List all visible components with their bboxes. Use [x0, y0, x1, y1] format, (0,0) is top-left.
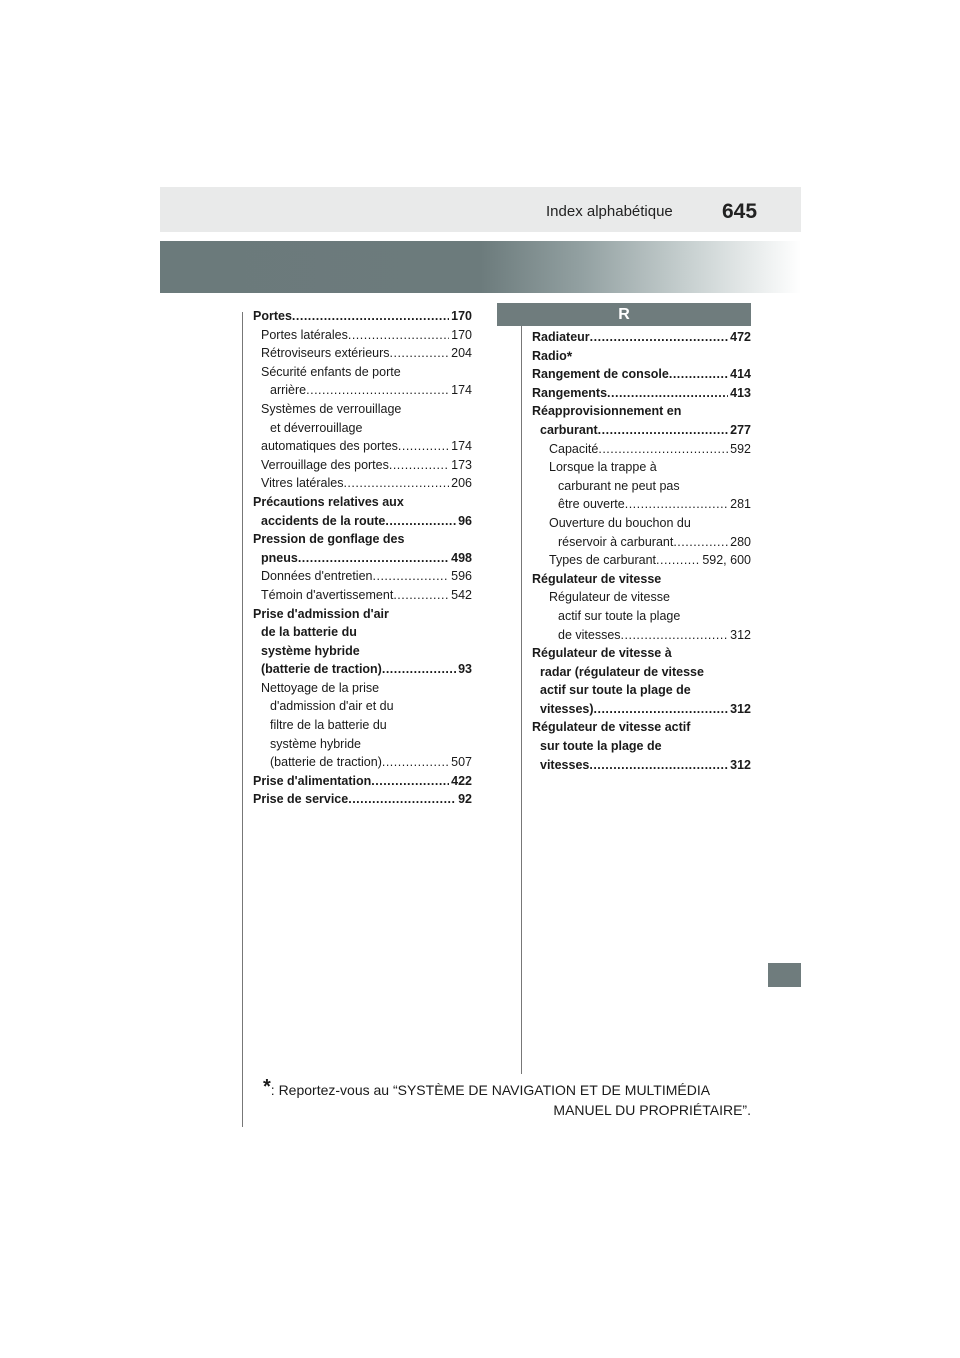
- entry-term: Témoin d'avertissement: [261, 587, 394, 602]
- dot-leader: [625, 495, 728, 514]
- entry-term: système hybride: [261, 643, 360, 658]
- entry-term: Prise d'alimentation: [253, 773, 372, 788]
- dot-leader: [621, 626, 729, 645]
- index-entry: [532, 570, 751, 589]
- entry-term: Capacité: [549, 441, 599, 456]
- index-entry: [253, 716, 472, 735]
- entry-term: d'admission d'air et du: [270, 699, 394, 714]
- index-entry: [532, 663, 751, 682]
- dot-leader: [589, 756, 728, 775]
- column-divider: [521, 326, 522, 1074]
- entry-term: être ouverte: [558, 497, 625, 512]
- entry-term: Portes: [253, 309, 292, 323]
- index-entry: [532, 495, 751, 514]
- dot-leader: [673, 533, 728, 552]
- entry-term: Radiateur: [532, 330, 590, 344]
- entry-term: carburant ne peut pas: [558, 478, 680, 493]
- thumb-tab: [768, 963, 801, 987]
- entry-term: système hybride: [270, 736, 362, 751]
- entry-page-ref: 174: [451, 383, 472, 398]
- index-entry: [253, 326, 472, 345]
- entry-page-ref: 204: [451, 346, 472, 361]
- index-entry: [532, 477, 751, 496]
- dot-leader: [598, 440, 728, 459]
- dot-leader: [385, 512, 456, 531]
- footnote-ref-marker: *: [566, 347, 573, 364]
- entry-page-ref: 592: [730, 441, 751, 456]
- entry-page-ref: 596: [451, 569, 472, 584]
- dot-leader: [382, 753, 449, 772]
- index-entry: [253, 474, 472, 493]
- entry-page-ref: 312: [730, 627, 751, 642]
- entry-term: pneus: [261, 550, 298, 565]
- dot-leader: [292, 307, 449, 326]
- index-entry: [532, 588, 751, 607]
- header-band: [160, 187, 801, 232]
- entry-page-ref: 472: [730, 330, 751, 344]
- dot-leader: [343, 474, 449, 493]
- entry-term: carburant: [540, 422, 598, 437]
- entry-term: Ouverture du bouchon du: [549, 515, 691, 530]
- entry-term: de la batterie du: [261, 625, 357, 640]
- index-entry: [532, 458, 751, 477]
- index-entry: [532, 421, 751, 440]
- dot-leader: [390, 344, 450, 363]
- entry-page-ref: 174: [451, 439, 472, 454]
- footnote-line-1: : Reportez-vous au “SYSTÈME DE NAVIGATION ET DE MULTIMÉDIA: [270, 1082, 711, 1098]
- entry-term: Nettoyage de la prise: [261, 680, 380, 695]
- entry-page-ref: 206: [451, 476, 472, 491]
- dot-leader: [389, 456, 449, 475]
- entry-term: Lorsque la trappe à: [549, 460, 657, 475]
- index-entry: [253, 437, 472, 456]
- entry-term: Rétroviseurs extérieurs: [261, 346, 390, 361]
- index-entry: [253, 790, 472, 809]
- entry-page-ref: 507: [451, 755, 472, 770]
- index-entry: [532, 365, 751, 384]
- index-entry: [532, 514, 751, 533]
- entry-term: Systèmes de verrouillage: [261, 401, 402, 416]
- entry-term: accidents de la route: [261, 513, 386, 528]
- entry-page-ref: 542: [451, 587, 472, 602]
- entry-term: Données d'entretien: [261, 569, 373, 584]
- entry-term: Vitres latérales: [261, 476, 344, 491]
- entry-term: actif sur toute la plage: [558, 608, 681, 623]
- index-entry: [532, 756, 751, 775]
- index-entry: [532, 681, 751, 700]
- dot-leader: [306, 381, 449, 400]
- dot-leader: [348, 326, 449, 345]
- index-entry: [253, 512, 472, 531]
- entry-term: filtre de la batterie du: [270, 718, 387, 733]
- entry-term: vitesses): [540, 701, 594, 716]
- entry-page-ref: 592, 600: [702, 553, 751, 568]
- dot-leader: [398, 437, 449, 456]
- entry-page-ref: 413: [730, 385, 751, 400]
- entry-term: réservoir à carburant: [558, 534, 674, 549]
- decorative-banner: [160, 241, 801, 293]
- entry-term: Prise de service: [253, 792, 349, 807]
- index-entry: [532, 402, 751, 421]
- index-entry: [253, 363, 472, 382]
- entry-page-ref: 280: [730, 534, 751, 549]
- index-entry: [253, 400, 472, 419]
- entry-term: Radio: [532, 348, 567, 363]
- entry-term: Rangement de console: [532, 367, 669, 382]
- page-number: 645: [722, 200, 758, 223]
- index-column-left: [253, 307, 472, 809]
- index-entry: [253, 660, 472, 679]
- entry-page-ref: 173: [451, 457, 472, 472]
- section-title: Index alphabétique: [546, 203, 673, 220]
- entry-term: de vitesses: [558, 627, 621, 642]
- entry-page-ref: 92: [458, 792, 472, 807]
- entry-page-ref: 170: [451, 309, 472, 323]
- dot-leader: [669, 365, 728, 384]
- index-entry: [532, 626, 751, 645]
- index-entry: [253, 623, 472, 642]
- entry-term: sur toute la plage de: [540, 739, 662, 754]
- index-entry: [253, 549, 472, 568]
- index-entry: [253, 567, 472, 586]
- index-entry: [253, 605, 472, 624]
- entry-page-ref: 414: [730, 367, 751, 382]
- entry-page-ref: 96: [458, 513, 472, 528]
- index-entry: [253, 419, 472, 438]
- left-margin-rule: [242, 312, 243, 1127]
- index-entry: [532, 607, 751, 626]
- dot-leader: [393, 586, 449, 605]
- index-entry: [532, 328, 751, 347]
- entry-term: Régulateur de vitesse: [532, 571, 662, 586]
- entry-page-ref: 312: [730, 757, 751, 772]
- entry-term: Régulateur de vitesse à: [532, 646, 672, 661]
- entry-term: Types de carburant: [549, 553, 657, 568]
- entry-page-ref: 281: [730, 497, 751, 512]
- footnote-line-2: MANUEL DU PROPRIÉTAIRE”.: [553, 1102, 751, 1118]
- index-entry: [532, 440, 751, 459]
- entry-term: Réapprovisionnement en: [532, 404, 682, 419]
- dot-leader: [371, 772, 449, 791]
- index-entry: [532, 347, 751, 366]
- index-entry: [253, 381, 472, 400]
- entry-term: et déverrouillage: [270, 420, 363, 435]
- entry-term: Prise d'admission d'air: [253, 606, 389, 621]
- dot-leader: [298, 549, 449, 568]
- index-entry: [253, 772, 472, 791]
- footnote: [263, 1077, 751, 1120]
- index-entry: [253, 530, 472, 549]
- index-entry: [253, 679, 472, 698]
- index-entry: [253, 307, 472, 326]
- entry-page-ref: 93: [458, 662, 472, 677]
- entry-term: Verrouillage des portes: [261, 457, 389, 472]
- entry-term: Précautions relatives aux: [253, 494, 404, 509]
- dot-leader: [598, 421, 728, 440]
- entry-term: Régulateur de vitesse actif: [532, 720, 691, 735]
- entry-term: vitesses: [540, 757, 590, 772]
- index-entry: [253, 493, 472, 512]
- entry-page-ref: 170: [451, 327, 472, 342]
- entry-term: Régulateur de vitesse: [549, 590, 670, 605]
- entry-page-ref: 277: [730, 422, 751, 437]
- dot-leader: [590, 328, 728, 347]
- index-entry: [532, 718, 751, 737]
- index-entry: [532, 644, 751, 663]
- entry-term: (batterie de traction): [261, 662, 382, 677]
- index-entry: [253, 753, 472, 772]
- entry-term: (batterie de traction): [270, 755, 382, 770]
- index-entry: [253, 456, 472, 475]
- entry-page-ref: 498: [451, 550, 472, 565]
- entry-term: automatiques des portes: [261, 439, 398, 454]
- index-entry: [532, 551, 751, 570]
- entry-term: radar (régulateur de vitesse: [540, 664, 704, 679]
- index-entry: [532, 384, 751, 403]
- letter-heading: R: [497, 303, 751, 326]
- index-entry: [253, 586, 472, 605]
- dot-leader: [607, 384, 728, 403]
- index-entry: [253, 735, 472, 754]
- entry-term: arrière: [270, 383, 307, 398]
- index-entry: [532, 700, 751, 719]
- index-entry: [253, 344, 472, 363]
- index-entry: [253, 642, 472, 661]
- index-column-right: [532, 328, 751, 774]
- footnote-marker: *: [263, 1076, 271, 1098]
- dot-leader: [373, 567, 450, 586]
- index-entry: [532, 737, 751, 756]
- dot-leader: [382, 660, 456, 679]
- entry-page-ref: 312: [730, 701, 751, 716]
- entry-term: actif sur toute la plage de: [540, 683, 691, 698]
- entry-term: Portes latérales: [261, 327, 348, 342]
- index-entry: [532, 533, 751, 552]
- dot-leader: [656, 551, 700, 570]
- entry-page-ref: 422: [451, 773, 472, 788]
- entry-term: Sécurité enfants de porte: [261, 364, 401, 379]
- entry-term: Pression de gonflage des: [253, 532, 405, 547]
- index-entry: [253, 697, 472, 716]
- dot-leader: [594, 700, 729, 719]
- dot-leader: [348, 790, 456, 809]
- entry-term: Rangements: [532, 385, 608, 400]
